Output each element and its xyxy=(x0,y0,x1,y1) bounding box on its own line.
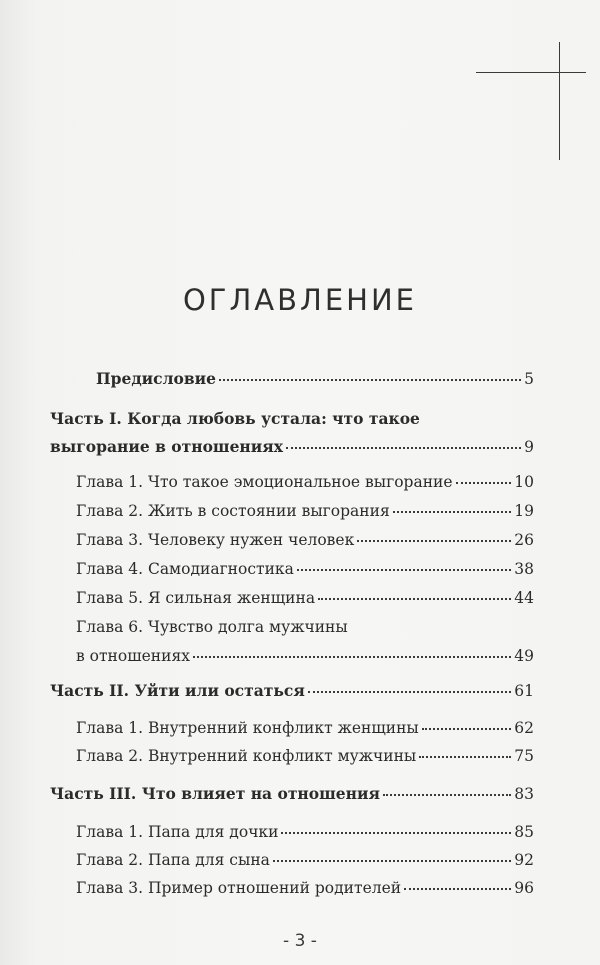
leader-dots xyxy=(219,379,521,381)
toc-page-number: 9 xyxy=(524,438,534,456)
leader-dots xyxy=(357,540,511,542)
crop-mark-vertical xyxy=(559,42,560,160)
toc-entry-chapter xyxy=(76,472,534,492)
leader-dots xyxy=(422,728,512,730)
toc-page-number: 26 xyxy=(514,531,534,549)
toc-label: Глава 3. Человеку нужен человек xyxy=(76,531,355,549)
leader-dots xyxy=(281,832,511,834)
leader-dots xyxy=(404,888,511,890)
toc-page-number: 38 xyxy=(514,560,534,578)
leader-dots xyxy=(393,511,512,513)
toc-entry-part-2 xyxy=(50,681,534,701)
leader-dots xyxy=(318,598,511,600)
toc-page-number: 19 xyxy=(514,502,534,520)
toc-page-number: 61 xyxy=(514,682,534,700)
toc-page-number: 10 xyxy=(514,473,534,491)
leader-dots xyxy=(308,691,511,693)
leader-dots xyxy=(383,794,511,796)
toc-page-number: 75 xyxy=(514,747,534,765)
toc-label: Глава 5. Я сильная женщина xyxy=(76,589,316,607)
toc-entry-chapter xyxy=(76,617,534,666)
toc-entry-chapter xyxy=(76,718,534,738)
toc-entry-chapter xyxy=(76,850,534,870)
crop-mark-horizontal xyxy=(476,72,586,73)
toc-label-line2: в отношениях xyxy=(76,647,190,665)
leader-dots xyxy=(297,569,511,571)
toc-entry-part-1 xyxy=(50,409,534,457)
page-number: - 3 - xyxy=(283,931,317,951)
toc-entry-chapter xyxy=(76,878,534,898)
toc-label: Часть III. Что влияет на отношения xyxy=(50,784,380,803)
leader-dots xyxy=(456,482,512,484)
toc-label: Глава 1. Внутренний конфликт женщины xyxy=(76,719,419,737)
toc-label: Глава 1. Что такое эмоциональное выгорание xyxy=(76,473,453,491)
toc-page-number: 96 xyxy=(514,879,534,897)
toc-label-line1: Глава 6. Чувство долга мужчины xyxy=(76,618,348,636)
toc-label: Глава 3. Пример отношений родителей xyxy=(76,879,402,897)
toc-entry-chapter xyxy=(76,822,534,842)
leader-dots xyxy=(286,447,521,449)
page-title: ОГЛАВЛЕНИЕ xyxy=(182,283,417,317)
toc-label-line1: Часть I. Когда любовь устала: что такое xyxy=(50,409,420,428)
toc-entry-chapter xyxy=(76,530,534,550)
toc-page-number: 92 xyxy=(514,851,534,869)
leader-dots xyxy=(273,860,511,862)
toc-label: Часть II. Уйти или остаться xyxy=(50,681,305,700)
toc-entry-chapter xyxy=(76,588,534,608)
toc-page-number: 44 xyxy=(514,589,534,607)
toc-label: Глава 2. Жить в состоянии выгорания xyxy=(76,502,390,520)
toc-label: Глава 1. Папа для дочки xyxy=(76,823,279,841)
toc-entry-chapter xyxy=(76,559,534,579)
leader-dots xyxy=(193,656,511,658)
toc-page-number: 85 xyxy=(514,823,534,841)
toc-page-number: 62 xyxy=(514,719,534,737)
leader-dots xyxy=(419,756,511,758)
toc-entry-part-3 xyxy=(50,784,534,804)
toc-entry-chapter xyxy=(76,501,534,521)
toc-label: Глава 4. Самодиагностика xyxy=(76,560,294,578)
toc-page-number: 83 xyxy=(514,785,534,803)
toc-page-number: 49 xyxy=(514,647,534,665)
toc-page-number: 5 xyxy=(524,370,534,388)
toc-label-line2: выгорание в отношениях xyxy=(50,437,283,456)
toc-label: Глава 2. Внутренний конфликт мужчины xyxy=(76,747,417,765)
toc-entry-chapter xyxy=(76,746,534,766)
toc-entry-preface xyxy=(96,369,534,389)
toc-label: Глава 2. Папа для сына xyxy=(76,851,270,869)
toc-label: Предисловие xyxy=(96,369,216,388)
